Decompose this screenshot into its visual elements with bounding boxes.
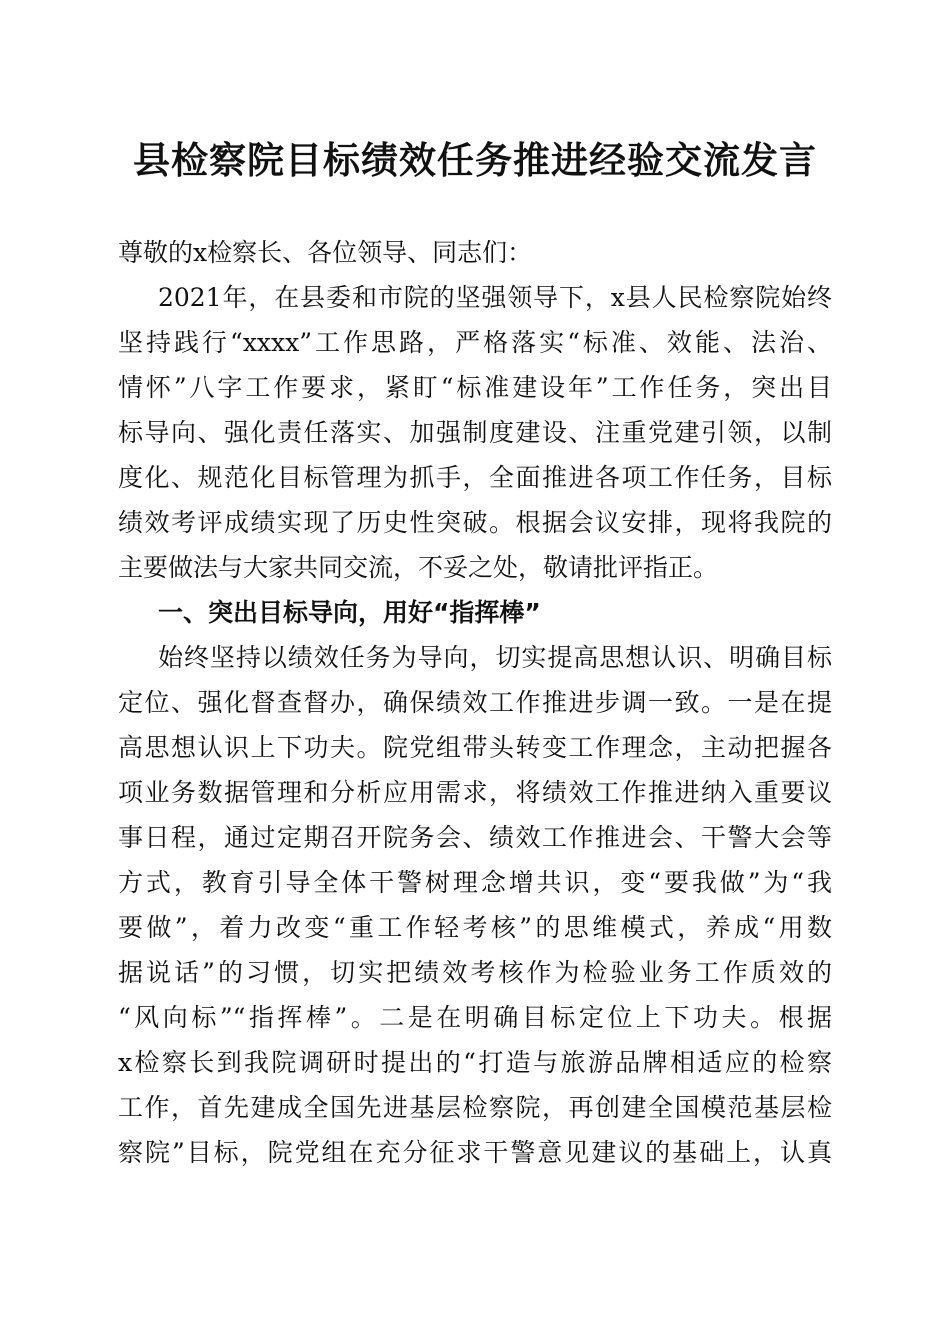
body-line: 项业务数据管理和分析应用需求，将绩效工作推进纳入重要议 — [118, 778, 832, 807]
body-line: 主要做法与大家共同交流，不妥之处，敬请批评指正。 — [118, 553, 719, 582]
body-line: 要做”，着力改变“重工作轻考核”的思维模式，养成“用数 — [118, 913, 832, 942]
body-line: 察院”目标，院党组在充分征求干警意见建议的基础上，认真 — [118, 1138, 832, 1167]
body-line: 坚持践行“xxxx”工作思路，严格落实“标准、效能、法治、 — [118, 328, 832, 357]
body-line: 方式，教育引导全体干警树理念增共识，变“要我做”为“我 — [118, 868, 832, 897]
body-line: 始终坚持以绩效任务为导向，切实提高思想认识、明确目标 — [158, 643, 832, 672]
body-line: x检察长到我院调研时提出的“打造与旅游品牌相适应的检察 — [118, 1048, 832, 1077]
body-line: 标导向、强化责任落实、加强制度建设、注重党建引领，以制 — [118, 418, 832, 447]
body-line: 定位、强化督查督办，确保绩效工作推进步调一致。一是在提 — [118, 688, 832, 717]
body-line: 事日程，通过定期召开院务会、绩效工作推进会、干警大会等 — [118, 823, 832, 852]
section-heading: 一、突出目标导向，用好“指挥棒” — [158, 598, 541, 627]
document-body — [118, 230, 832, 1175]
document-title: 县检察院目标绩效任务推进经验交流发言 — [133, 138, 817, 182]
body-line: 工作，首先建成全国先进基层检察院，再创建全国模范基层检 — [118, 1093, 832, 1122]
body-line: “风向标”“指挥棒”。二是在明确目标定位上下功夫。根据 — [118, 1003, 832, 1032]
body-line: 情怀”八字工作要求，紧盯“标准建设年”工作任务，突出目 — [118, 373, 832, 402]
salutation-line: 尊敬的x检察长、各位领导、同志们： — [118, 238, 533, 267]
body-line: 2021年，在县委和市院的坚强领导下，x县人民检察院始终 — [158, 283, 832, 312]
body-line: 据说话”的习惯，切实把绩效考核作为检验业务工作质效的 — [118, 958, 832, 987]
body-line: 度化、规范化目标管理为抓手，全面推进各项工作任务，目标 — [118, 463, 832, 492]
body-line: 绩效考评成绩实现了历史性突破。根据会议安排，现将我院的 — [118, 508, 832, 537]
body-line: 高思想认识上下功夫。院党组带头转变工作理念，主动把握各 — [118, 733, 832, 762]
